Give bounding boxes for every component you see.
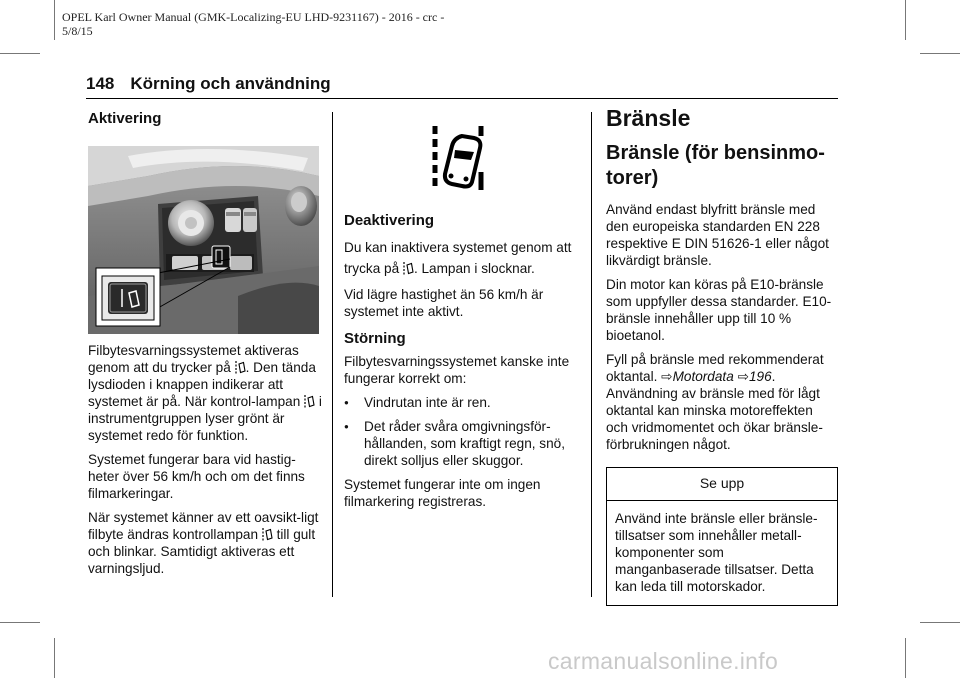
crop-mark-tr-v bbox=[905, 0, 906, 40]
lane-departure-icon bbox=[304, 394, 315, 409]
left-column-text bbox=[88, 342, 324, 584]
low-speed-paragraph: Vid lägre hastighet än 56 km/h är systemet inte aktivt. bbox=[344, 287, 544, 319]
activation-text-b: . Den tända lysdioden i knappen indikerar att systemet är på. När kontrol-lampan bbox=[88, 360, 316, 409]
lane-departure-icon bbox=[403, 261, 414, 276]
lane-departure-icon bbox=[262, 527, 273, 542]
print-metadata bbox=[62, 10, 444, 38]
heading-bransle: Bränsle bbox=[606, 105, 691, 131]
bullet-text: Det råder svåra omgivningsför-hållanden, som kraftigt regn, snö, direkt solljus eller skuggor. bbox=[364, 419, 565, 468]
octane-paragraph bbox=[606, 351, 838, 453]
activation-text-c: i instrumentgruppen lyser grönt är systemet redo för funktion. bbox=[88, 394, 322, 443]
crop-mark-br-v bbox=[905, 638, 906, 678]
bullet-dot: ● bbox=[344, 398, 349, 407]
heading-storning: Störning bbox=[344, 330, 406, 347]
reference-title: Motordata bbox=[672, 369, 734, 384]
page-header bbox=[86, 74, 331, 94]
crop-mark-br-h bbox=[920, 622, 960, 623]
fuel-standard-paragraph: Använd endast blyfritt bränsle med den europeiska standarden EN 228 respektive E DIN 51626-1 eller något likvärdigt bränsle. bbox=[606, 202, 829, 268]
bullet-text: Vindrutan inte är ren. bbox=[364, 395, 491, 410]
heading-aktivering: Aktivering bbox=[88, 110, 162, 127]
warning-text-b: till gult och blinkar. Samtidigt aktiveras ett varningsljud. bbox=[88, 527, 316, 576]
column-divider-2 bbox=[591, 112, 592, 597]
reference-arrow-icon: ⇨ bbox=[661, 369, 673, 384]
fault-intro-paragraph: Filbytesvarningssystemet kanske inte fungerar korrekt om: bbox=[344, 354, 570, 386]
column-divider-1 bbox=[332, 112, 333, 597]
list-item bbox=[344, 418, 580, 469]
caution-box bbox=[606, 467, 838, 606]
warning-text-a: När systemet känner av ett oavsikt-ligt filbyte ändras kontrollampan bbox=[88, 510, 319, 542]
reference-page: 196 bbox=[748, 369, 772, 384]
crop-mark-tl-v bbox=[54, 0, 55, 40]
dashboard-photo bbox=[88, 146, 319, 334]
page-number: 148 bbox=[86, 74, 115, 93]
activation-paragraph bbox=[88, 342, 324, 444]
crop-mark-bl-v bbox=[54, 638, 55, 678]
deactivation-text-a: Du kan inaktivera systemet genom att trycka på bbox=[344, 240, 572, 276]
crop-mark-tl-h bbox=[0, 53, 40, 54]
heading-bransle-bensin: Bränsle (för bensinmo-torer) bbox=[606, 142, 825, 189]
crop-mark-bl-h bbox=[0, 622, 40, 623]
middle-column bbox=[344, 212, 580, 517]
meta-line-2: 5/8/15 bbox=[62, 24, 93, 38]
octane-text-a: Fyll på bränsle med rekommenderat oktantal. bbox=[606, 352, 824, 384]
e10-paragraph: Din motor kan köras på E10-bränsle som uppfyller dessa standarder. E10-bränsle innehåller upp till 10 % bioetanol. bbox=[606, 277, 832, 343]
deactivation-text-b: . Lampan i slocknar. bbox=[413, 261, 535, 276]
crop-mark-tr-h bbox=[920, 53, 960, 54]
lane-departure-icon bbox=[235, 360, 246, 375]
caution-body: Använd inte bränsle eller bränsle-tillsatser som innehåller metall-komponenter som manganbaserade tillsatser. Detta kan leda till motorskador. bbox=[615, 511, 818, 594]
deactivation-paragraph bbox=[344, 237, 580, 279]
octane-text-b: Användning av bränsle med för lågt oktantal kan minska motoreffekten och vridmomentet och ökar bränsle-förbrukningen något. bbox=[606, 386, 823, 452]
caution-title: Se upp bbox=[607, 468, 837, 501]
left-column bbox=[88, 110, 323, 127]
reference-arrow-icon: ⇨ bbox=[737, 369, 749, 384]
warning-paragraph bbox=[88, 509, 324, 577]
activation-text-a: Filbytesvarningssystemet aktiveras genom att du trycker på bbox=[88, 343, 299, 375]
meta-line-1: OPEL Karl Owner Manual (GMK-Localizing-EU LHD-9231167) - 2016 - crc - bbox=[62, 10, 445, 24]
list-item bbox=[344, 394, 580, 411]
right-column bbox=[606, 105, 838, 606]
speed-paragraph: Systemet fungerar bara vid hastig-heter över 56 km/h och om det finns filmarkeringar. bbox=[88, 452, 305, 501]
heading-deaktivering: Deaktivering bbox=[344, 212, 435, 229]
header-rule bbox=[86, 98, 838, 99]
section-title: Körning och användning bbox=[130, 74, 331, 93]
lane-departure-symbol-large bbox=[430, 124, 488, 192]
reference-link[interactable]: ⇨Motordata ⇨196. bbox=[661, 369, 776, 384]
watermark: carmanualsonline.info bbox=[548, 648, 779, 674]
bullet-dot: ● bbox=[344, 422, 349, 431]
dashboard-illustration bbox=[88, 146, 319, 334]
final-paragraph: Systemet fungerar inte om ingen filmarkering registreras. bbox=[344, 477, 541, 509]
